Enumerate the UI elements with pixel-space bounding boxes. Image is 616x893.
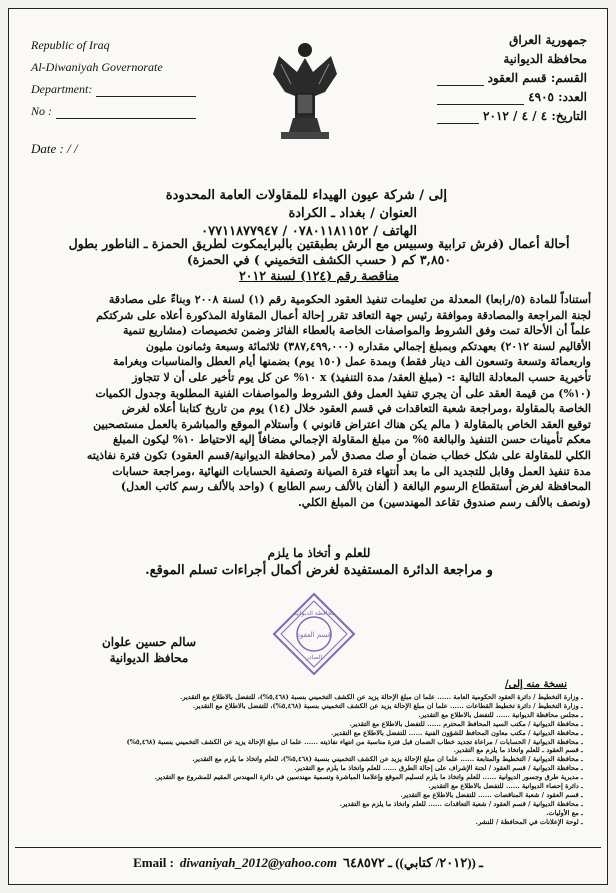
body-paragraph xyxy=(39,292,591,510)
svg-text:محافظة الديوانية: محافظة الديوانية xyxy=(293,610,335,617)
cc-heading: نسخة منه إلى/ xyxy=(504,679,567,690)
body-line: تأخيرية حسب المعادلة التالية :- (مبلغ العقد/ مدة التنفيذ) x ١٠% عن كل يوم تأخير على أن لا تتجاوز xyxy=(132,370,591,384)
cc-item: ـ مع الأوليات. xyxy=(546,808,583,817)
signature-block xyxy=(79,634,219,666)
en-line-3: Department: xyxy=(31,75,196,97)
addressee-address: العنوان / بغداد ـ الكرادة xyxy=(288,206,417,221)
document-page xyxy=(8,8,608,885)
english-letterhead xyxy=(31,31,196,119)
closing-line-2: و مراجعة الدائرة المستفيدة لغرض أكمال أجراءات تسلم الموقع. xyxy=(145,563,493,578)
closing-line-1: للعلم و أتخاذ ما يلزم xyxy=(267,546,371,560)
footer-ref: ـ ((٢٠١٢/ كتابي)) ـ ٦٤٨٥٧٢ xyxy=(342,855,483,870)
cc-item: ـ وزارة التخطيط / دائرة العقود الحكومية العامة ...... علما ان مبلغ الإحالة يزيد عن الكشف التخميني بنسبة (٥,٤٦٨%)، للتفضل بالاطلاع مع التقدير. xyxy=(180,693,583,701)
svg-text:الصادر: الصادر xyxy=(305,654,323,661)
arabic-letterhead xyxy=(437,29,587,124)
body-line: علماً أن الأحالة تمت وفق الشروط والمواصفات الخاصة بالعطاء الفائز وضمن تخصيصات (مشاريع تنمية xyxy=(122,324,591,338)
body-line: المحافظة لغرض أستقطاع الرسوم البالغة ( ألفان بالألف رسم الطابع ) (واحد بالألف رسم كاتب العدل) xyxy=(120,480,591,494)
addressee-block xyxy=(147,187,447,241)
en-date: Date : / / xyxy=(31,141,78,156)
ar-line-5: التاريخ: ٤ / ٤ / ٢٠١٢ xyxy=(437,105,587,124)
subject-block xyxy=(49,236,589,284)
body-line: (١٠%) من قيمة العقد على أن يجري تنفيذ العمل وفق الشروط والمواصفات الفنية المطلوبة وجدول الكميات xyxy=(95,386,591,400)
svg-text:قسم العقود: قسم العقود xyxy=(296,631,332,639)
cc-list xyxy=(23,693,583,827)
cc-item: ـ وزارة التخطيط / دائرة تخطيط القطاعات ...... علما ان مبلغ الإحالة يزيد عن الكشف التخميني بنسبة (٥,٤٦٨%)، للتفضل بالاطلاع مع التقدير. xyxy=(192,701,583,710)
en-line-2: Al-Diwaniyah Governorate xyxy=(31,60,163,74)
body-line: (ونصف بالألف رسم صندوق تقاعد المهندسين) من المبلغ الكلي. xyxy=(297,495,591,509)
body-line: الأقاليم لسنة ٢٠١٢) بعهدتكم وبمبلغ إجمالي مقداره (٣٨٧,٤٩٩,٠٠٠) ثلاثمائة وسبعة وثمانون مليون xyxy=(145,339,591,353)
closing-block xyxy=(89,544,549,580)
en-line-4: No : xyxy=(31,97,196,119)
cc-item: ـ محافظة الديوانية / قسم العقود / شعبة التعاقدات ...... للعلم واتخاذ ما يلزم مع التقدير. xyxy=(339,799,583,808)
cc-item: ـ قسم العقود / شعبة المناقصات ...... للتفضل بالاطلاع مع التقدير. xyxy=(400,790,583,799)
footer-email[interactable]: diwaniyah_2012@yahoo.com xyxy=(179,855,337,870)
ar-line-2: محافظة الديوانية xyxy=(503,52,587,66)
subject-line-3: مناقصة رقم (١٢٤) لسنة ٢٠١٢ xyxy=(239,268,399,283)
footer-bar xyxy=(15,847,601,878)
body-line: لجنة المراجعة والمصادقة وموافقة رئيس جهة التعاقد تقرر إحالة أعمال المقاولة المذكورة أعلاه على شركتكم xyxy=(96,308,591,322)
ar-line-1: جمهورية العراق xyxy=(509,33,587,47)
ar-line-3: القسم: قسم العقود xyxy=(437,67,587,86)
body-line: واربعمائة وتسعة وتسعون الف دينار فقط) وبمدة عمل (١٥٠ يوم) بضمنها أيام العطل والمناسبات وبغرامة xyxy=(112,355,591,369)
cc-item: ـ مجلس محافظة الديوانية ...... للتفضل بالاطلاع مع التقدير. xyxy=(418,710,583,719)
subject-line-2: ٣,٨٥٠ كم ( حسب الكشف التخميني ) في الحمزة) xyxy=(186,252,452,267)
cc-item: ـ قسم العقود ـ للعلم واتخاذ ما يلزم مع التقدير. xyxy=(453,746,583,755)
signer-title: محافظ الديوانية xyxy=(109,651,189,665)
signer-name: سالم حسين علوان xyxy=(101,635,197,649)
body-line: الخاصة بالمقاولة ،ومراجعة شعبة التعاقدات في قسم العقود خلال (١٤) يوم من تاريخ كتابنا أعلاه لغرض xyxy=(121,402,591,416)
addressee-phone: الهاتف / ٠٧٨٠١١٨١١٥٢ / ٠٧٧١١٨٧٧٩٤٧ xyxy=(201,224,417,239)
cc-item: ـ مديرية طرق وجسور الديوانية ...... للعلم واتخاذ ما يلزم لتسليم الموقع وإعلامنا المباشرة وتسمية مهندسين في دائرة المهندس المقيم للمشروع مع التقدير. xyxy=(154,773,583,782)
ar-line-4: العدد: ٤٩٠٥ xyxy=(437,86,587,105)
cc-item: ـ محافظة الديوانية / الحسابات / مراعاة تجديد خطاب الضمان قبل فترة مناسبة من انتهاء نفاذيته ...... علما ان مبلغ الإحالة يزيد عن الكشف التخميني بنسبة (٥,٤٦٨%) xyxy=(126,737,583,746)
cc-item: ـ لوحة الإعلانات في المحافظة / للنشر. xyxy=(475,817,583,826)
cc-item: ـ محافظة الديوانية / مكتب السيد المحافظ المحترم ...... للتفضل بالاطلاع مع التقدير. xyxy=(349,719,583,728)
cc-item: ـ محافظة الديوانية / التخطيط والمتابعة ...... علما ان مبلغ الإحالة يزيد عن الكشف التخميني بنسبة (٥,٤٦٨%)، للعلم واتخاذ ما يلزم مع التقدير. xyxy=(192,755,583,764)
body-line: مدة تنفيذ العمل وقابل للتجديد الى ما بعد أنتهاء فترة الصيانة وتصفية الحسابات النهائية ،ومراجعة حسابات xyxy=(112,464,591,478)
official-stamp-icon xyxy=(271,591,357,677)
footer-email-label: Email : xyxy=(133,855,174,870)
addressee-name: إلى / شركة عيون الهيداء للمقاولات العامة المحدودة xyxy=(165,188,447,203)
cc-item: ـ محافظة الديوانية / قسم العقود / لجنة الإشراف على إحالة الطرق ...... للعلم واتخاذ ما يلزم مع التقدير. xyxy=(294,764,583,773)
body-line: الكلي للمقاولة على شكل خطاب ضمان أو صك مصدق لأمر (محافظة الديوانية/قسم العقود) تكون فترة نفاذيته xyxy=(86,448,591,462)
eagle-emblem-icon xyxy=(267,34,343,146)
cc-item: ـ محافظة الديوانية / مكتب معاون المحافظ للشؤون الفنية ...... للتفضل بالاطلاع مع التقدير. xyxy=(331,728,583,737)
body-line: معكم تأمينات حسن التنفيذ والبالغة ٥% من مبلغ المقاولة الإجمالي مضافاً إليه الاحتياط ١٠% ليكون المبلغ xyxy=(113,433,591,447)
en-line-1: Republic of Iraq xyxy=(31,38,110,52)
body-line: أستناداً للمادة (٥/رابعا) المعدلة من تعليمات تنفيذ العقود الحكومية رقم (١) لسنة ٢٠٠٨ وبناءً على مصادقة xyxy=(108,293,591,306)
cc-item: ـ دائرة إحصاء الديوانية ...... للتفضل بالاطلاع مع التقدير. xyxy=(428,782,583,791)
body-line: توقيع العقد الخاص بالمقاولة ( مالم يكن هناك اعتراض قانوني ) وأستلام الموقع والمباشرة بالعمل مستصحبين xyxy=(93,417,591,431)
subject-line-1: أحالة أعمال (فرش ترابية وسبيس مع الرش بطبقتين بالبرايمكوت لطريق الحمزة ـ الناطور بطول xyxy=(68,236,570,251)
